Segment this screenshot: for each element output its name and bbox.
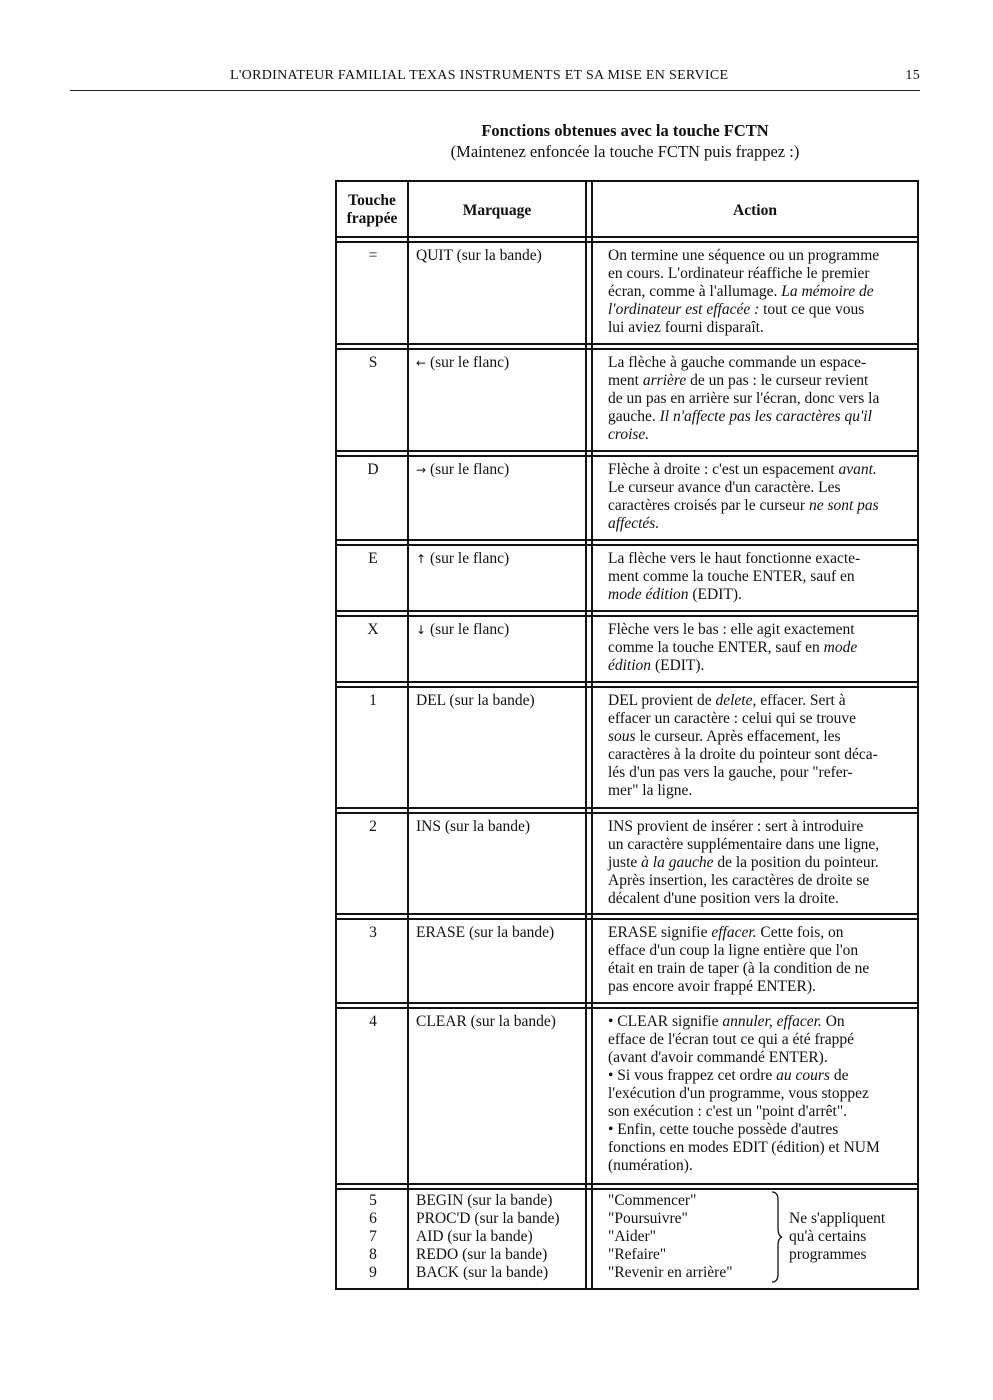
action-line	[608, 1067, 914, 1085]
title-line-1: Fonctions obtenues avec la touche FCTN	[481, 121, 769, 140]
action-text: comme la touche ENTER, sauf en	[608, 639, 824, 656]
action-text: juste	[608, 854, 642, 871]
action-line	[608, 1013, 914, 1031]
row-marking: CLEAR (sur la bande)	[416, 1013, 556, 1030]
action-line: Après insertion, les caractères de droite se	[608, 872, 870, 889]
action-line	[608, 728, 914, 746]
action-emphasis: sous	[608, 728, 636, 745]
action-line: La flèche à gauche commande un espace-	[608, 354, 867, 371]
row-action	[608, 550, 914, 604]
row-marking: BEGIN (sur la bande)	[416, 1192, 553, 1209]
row-action: "Poursuivre"	[608, 1210, 688, 1227]
action-line: La flèche vers le haut fonctionne exacte-	[608, 550, 861, 567]
action-line: un caractère supplémentaire dans une ligne,	[608, 836, 880, 853]
table-title	[330, 120, 920, 162]
row-divider	[337, 241, 917, 243]
header-action: Action	[733, 202, 777, 219]
action-text: le curseur. Après effacement, les	[635, 728, 841, 745]
action-line: fonctions en modes EDIT (édition) et NUM	[608, 1139, 880, 1156]
row-divider	[337, 455, 917, 457]
header-marking: Marquage	[462, 202, 532, 219]
action-text: de	[829, 1067, 849, 1084]
row-marking: AID (sur la bande)	[416, 1228, 533, 1245]
action-text: • CLEAR signifie	[608, 1013, 723, 1030]
row-divider	[337, 343, 917, 345]
action-emphasis: avant.	[838, 461, 877, 478]
row-key: 6	[369, 1210, 377, 1227]
action-line: (numération).	[608, 1157, 693, 1174]
row-key: 4	[369, 1013, 377, 1030]
action-emphasis: effacer.	[711, 924, 757, 941]
action-line: Flèche vers le bas : elle agit exactement	[608, 621, 855, 638]
header-key-line-2: frappée	[346, 210, 398, 227]
row-divider	[337, 1007, 917, 1009]
action-line	[608, 301, 914, 319]
action-line	[608, 639, 914, 657]
action-line: son exécution : c'est un "point d'arrêt".	[608, 1103, 848, 1120]
action-text: (EDIT).	[688, 586, 742, 603]
row-divider	[337, 913, 917, 915]
row-key: 1	[369, 692, 377, 709]
row-action	[608, 924, 914, 996]
up-arrow-icon: ↑	[416, 552, 427, 566]
action-line	[608, 586, 914, 604]
action-emphasis: au cours	[776, 1067, 830, 1084]
row-divider	[337, 918, 917, 920]
action-text: • Si vous frappez cet ordre	[608, 1067, 777, 1084]
action-text: gauche.	[608, 408, 660, 425]
row-action	[608, 818, 914, 908]
row-marking: ERASE (sur la bande)	[416, 924, 555, 941]
header-key	[337, 192, 407, 228]
action-line: caractères à la droite du pointeur sont déca-	[608, 746, 878, 763]
action-line: INS provient de insérer : sert à introduire	[608, 818, 864, 835]
row-action	[608, 621, 914, 675]
action-line	[608, 854, 914, 872]
right-arrow-icon: →	[416, 463, 427, 477]
action-line: (avant d'avoir commandé ENTER).	[608, 1049, 828, 1066]
action-line: Le curseur avance d'un caractère. Les	[608, 479, 841, 496]
row-action	[608, 461, 914, 533]
action-text: DEL provient de	[608, 692, 716, 709]
row-marking: REDO (sur la bande)	[416, 1246, 548, 1263]
action-line: efface d'un coup la ligne entière que l'on	[608, 942, 859, 959]
action-line: ment comme la touche ENTER, sauf en	[608, 568, 855, 585]
row-action	[608, 247, 914, 337]
marking-text: (sur le flanc)	[426, 621, 510, 638]
action-line	[608, 372, 914, 390]
action-text: ment	[608, 372, 643, 389]
action-line: On termine une séquence ou un programme	[608, 247, 880, 264]
action-line: de un pas en arrière sur l'écran, donc vers la	[608, 390, 880, 407]
action-emphasis: arrière	[642, 372, 687, 389]
row-key: =	[368, 247, 378, 264]
action-text: On	[821, 1013, 845, 1030]
row-divider	[337, 1002, 917, 1004]
action-text: de un pas : le curseur revient	[686, 372, 869, 389]
row-divider	[337, 348, 917, 350]
row-key: X	[367, 621, 379, 638]
row-divider	[337, 236, 917, 238]
page-number: 15	[905, 68, 920, 83]
row-action: "Aider"	[608, 1228, 656, 1245]
row-key: 7	[369, 1228, 377, 1245]
action-line: • Enfin, cette touche possède d'autres	[608, 1121, 839, 1138]
action-text: écran, comme à l'allumage.	[608, 283, 782, 300]
note-line: Ne s'appliquent	[789, 1210, 886, 1227]
marking-text: (sur le flanc)	[426, 354, 510, 371]
action-emphasis: delete,	[715, 692, 757, 709]
row-action	[608, 1013, 914, 1175]
row-action	[608, 354, 914, 444]
action-emphasis: annuler, effacer.	[722, 1013, 822, 1030]
action-emphasis: à la gauche	[641, 854, 714, 871]
action-text: Cette fois, on	[756, 924, 844, 941]
row-divider	[337, 812, 917, 814]
row-divider	[337, 544, 917, 546]
action-emphasis: mode	[823, 639, 858, 656]
row-divider	[337, 1188, 917, 1190]
row-divider	[337, 615, 917, 617]
row-key: D	[367, 461, 379, 478]
row-action: "Revenir en arrière"	[608, 1264, 733, 1281]
action-line: décalent d'une position vers la droite.	[608, 890, 839, 907]
note-line: programmes	[789, 1246, 867, 1263]
action-emphasis: La mémoire de	[781, 283, 874, 300]
action-text: Flèche à droite : c'est un espacement	[608, 461, 839, 478]
row-marking	[416, 461, 592, 479]
left-arrow-icon: ←	[416, 356, 427, 370]
row-divider	[337, 1183, 917, 1185]
action-text: caractères croisés par le curseur	[608, 497, 809, 514]
action-line: l'exécution d'un programme, vous stoppez	[608, 1085, 869, 1102]
action-text: (EDIT).	[651, 657, 705, 674]
row-action	[608, 692, 914, 800]
action-line: lui aviez fourni disparaît.	[608, 319, 764, 336]
action-emphasis: mode édition	[608, 586, 689, 603]
row-marking: QUIT (sur la bande)	[416, 247, 542, 264]
marking-text: (sur le flanc)	[426, 461, 510, 478]
action-line: mer" la ligne.	[608, 782, 693, 799]
row-marking: PROC'D (sur la bande)	[416, 1210, 560, 1227]
row-key: 3	[369, 924, 377, 941]
row-divider	[337, 681, 917, 683]
marking-text: (sur le flanc)	[426, 550, 510, 567]
row-marking	[416, 621, 592, 639]
action-line	[608, 657, 914, 675]
action-text: ERASE signifie	[608, 924, 712, 941]
row-divider	[337, 686, 917, 688]
row-marking	[416, 550, 592, 568]
page-header	[70, 66, 920, 91]
action-line: pas encore avoir frappé ENTER).	[608, 978, 816, 995]
action-line: en cours. L'ordinateur réaffiche le premier	[608, 265, 870, 282]
row-divider	[337, 807, 917, 809]
running-title: L'ORDINATEUR FAMILIAL TEXAS INSTRUMENTS ET SA MISE EN SERVICE	[230, 68, 729, 83]
action-emphasis: l'ordinateur est effacée :	[608, 301, 760, 318]
action-emphasis: affectés.	[608, 515, 660, 532]
row-action: "Commencer"	[608, 1192, 697, 1209]
row-actions-group	[608, 1192, 733, 1282]
action-line	[608, 283, 914, 301]
action-emphasis: édition	[608, 657, 652, 674]
down-arrow-icon: ↓	[416, 623, 427, 637]
row-marking	[416, 354, 592, 372]
row-divider	[337, 539, 917, 541]
action-text: de la position du pointeur.	[713, 854, 879, 871]
row-key: S	[368, 354, 378, 371]
action-line	[608, 426, 914, 444]
row-key: 2	[369, 818, 377, 835]
row-markings-group	[416, 1192, 592, 1282]
header-key-line-1: Touche	[348, 192, 396, 209]
fctn-table	[335, 180, 919, 1290]
row-key: E	[368, 550, 378, 567]
curly-brace-icon	[769, 1190, 783, 1284]
title-line-2: (Maintenez enfoncée la touche FCTN puis frappez :)	[450, 142, 800, 161]
row-key: 5	[369, 1192, 377, 1209]
action-line	[608, 497, 914, 515]
row-key: 8	[369, 1246, 377, 1263]
row-marking: INS (sur la bande)	[416, 818, 531, 835]
action-line: lés d'un pas vers la gauche, pour "refer-	[608, 764, 853, 781]
action-text: effacer. Sert à	[756, 692, 846, 709]
row-marking: BACK (sur la bande)	[416, 1264, 549, 1281]
action-emphasis: ne sont pas	[808, 497, 879, 514]
row-action: "Refaire"	[608, 1246, 667, 1263]
action-text: tout ce que vous	[759, 301, 865, 318]
row-key: 9	[369, 1264, 377, 1281]
action-line	[608, 408, 914, 426]
action-line: efface de l'écran tout ce qui a été frappé	[608, 1031, 855, 1048]
action-line	[608, 515, 914, 533]
row-marking: DEL (sur la bande)	[416, 692, 535, 709]
action-line	[608, 461, 914, 479]
row-keys-group	[337, 1192, 409, 1282]
note-line: qu'à certains	[789, 1228, 867, 1245]
row-divider	[337, 450, 917, 452]
action-line: effacer un caractère : celui qui se trouve	[608, 710, 856, 727]
action-line	[608, 692, 914, 710]
action-line: était en train de taper (à la condition de ne	[608, 960, 870, 977]
applicability-note	[789, 1210, 885, 1264]
action-line	[608, 924, 914, 942]
action-emphasis: Il n'affecte pas les caractères qu'il	[659, 408, 872, 425]
row-divider	[337, 610, 917, 612]
action-emphasis: croise.	[608, 426, 650, 443]
